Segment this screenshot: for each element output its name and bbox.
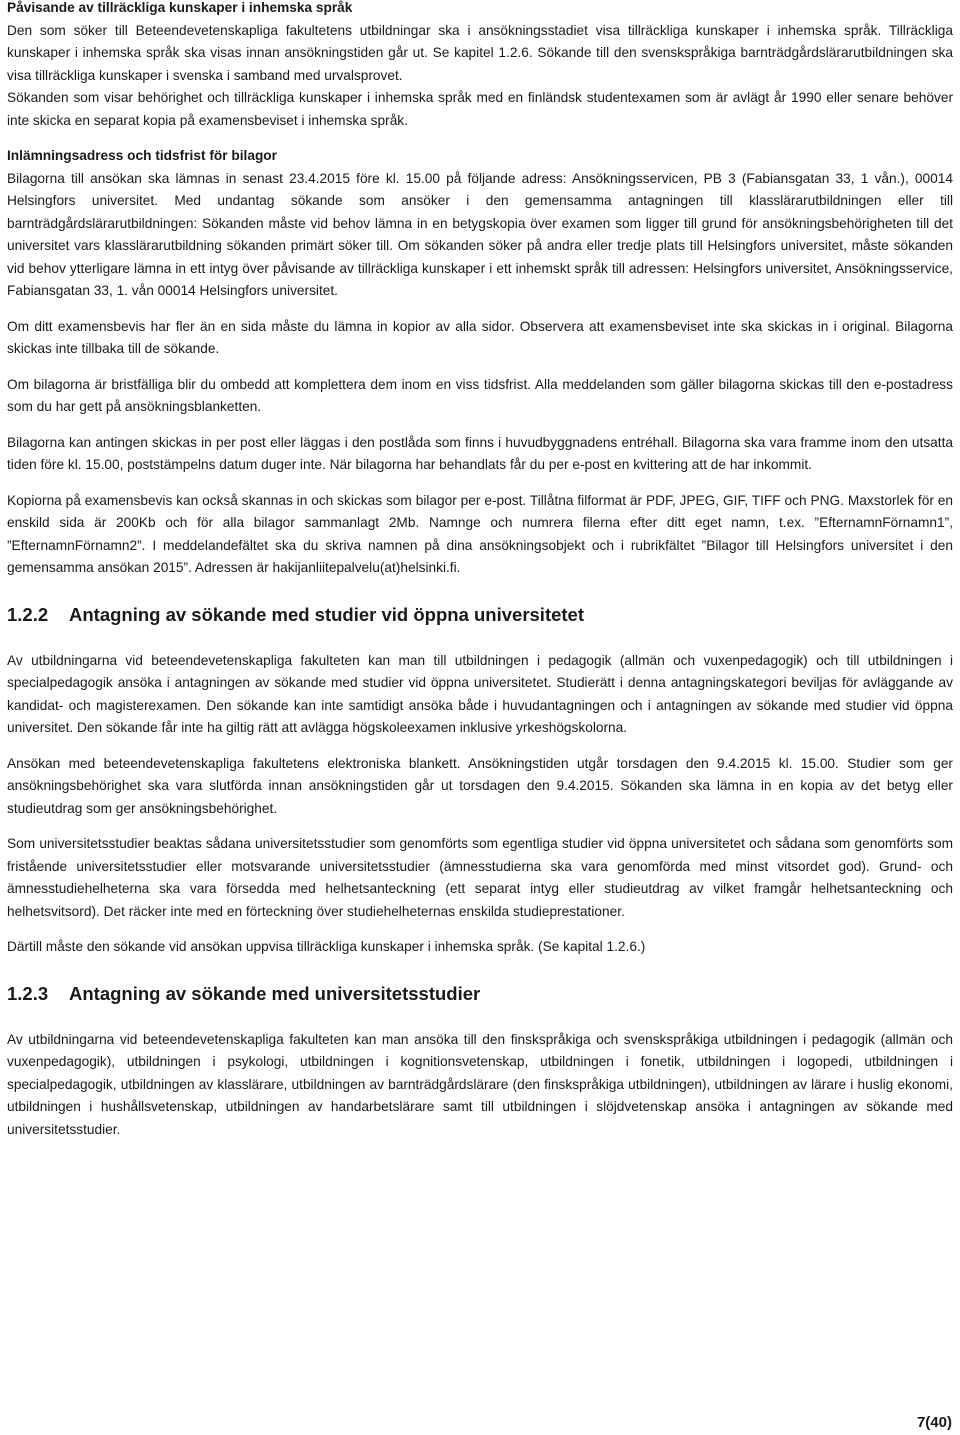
paragraph-open-university-4: Därtill måste den sökande vid ansökan uppvisa tillräckliga kunskaper i inhemska språk. (Se kapital 1.2.6.)	[7, 939, 646, 954]
paragraph-language-skills-1: Den som söker till Beteendevetenskapliga fakultetens utbildningar ska i ansökningsstadiet visa tillräckliga kunskaper i inhemska språk. Tillräckliga kunskaper i inhemska språk ska visas innan ansökningstiden går ut. Se kapitel 1.2.6. Sökande till den svenskspråkiga barnträdgårdslärarutbildningen ska visa tillräckliga kunskaper i svenska i samband med urvalsprovet.	[7, 22, 953, 83]
paragraph-submission-1: Bilagorna till ansökan ska lämnas in senast 23.4.2015 före kl. 15.00 på följande adress: Ansökningsservicen, PB 3 (Fabiansgatan 33, 1 vån.), 00014 Helsingfors universitet. Med undantag sökande som ansöker i den gemensamma antagningen till klasslärarutbildningen eller till barnträdgårdslärarutbildningen: Sökanden måste vid behov lämna in en betygskopia över examen som ligger till grund för ansökningsbehörigheten till det universitet vars klasslärarutbildning sökanden primärt söker till. Om sökanden söker på andra eller tredje plats till Helsingfors universitet, måste sökanden vid behov ytterligare lämna in ett intyg över påvisande av tillräckliga kunskaper i ett inhemskt språk till adressen: Helsingfors universitet, Ansökningsservice, Fabiansgatan 33, 1. vån 00014 Helsingfors universitet.	[7, 170, 953, 298]
page-number: 7(40)	[916, 1414, 952, 1431]
section-heading-1-2-2	[7, 602, 953, 628]
section-title: Antagning av sökande med studier vid öppna universitetet	[69, 603, 585, 625]
paragraph-submission-3: Om bilagorna är bristfälliga blir du ombedd att komplettera dem inom en viss tidsfrist. Alla meddelanden som gäller bilagorna skickas till den e-postadress som du har gett på ansökningsblanketten.	[7, 376, 953, 414]
section-title: Antagning av sökande med universitetsstudier	[69, 982, 481, 1004]
paragraph-open-university-2: Ansökan med beteendevetenskapliga fakultetens elektroniska blankett. Ansökningstiden utgår torsdagen den 9.4.2015 kl. 15.00. Studier som ger ansökningsbehörighet ska vara slutförda innan ansökningstiden går ut torsdagen den 9.4.2015. Sökanden ska lämna in en kopia av det betyg eller studieutdrag som ger ansökningsbehörighet.	[7, 755, 953, 816]
paragraph-open-university-3: Som universitetsstudier beaktas sådana universitetsstudier som genomförts som egentliga studier vid öppna universitetet och sådana som genomförts som fristående universitetsstudier eller motsvarande universitetsstudier (ämnesstudierna ska vara genomförda med minst vitsordet god). Grund- och ämnesstudiehelheterna ska vara försedda med helhetsanteckning (ett separat intyg eller studieutdrag av vilket framgår helhetsanteckning och helhetsvitsord). Det räcker inte med en förteckning över studiehelheternas enskilda studieprestationer.	[7, 836, 953, 919]
document-page	[7, 0, 953, 1141]
paragraph-open-university-1: Av utbildningarna vid beteendevetenskapliga fakulteten kan man till utbildningen i pedagogik (allmän och vuxenpedagogik) och till utbildningen i specialpedagogik ansöka i antagningen av sökande med studier vid öppna universitetet. Studierätt i denna antagningskategori beviljas för avläggande av kandidat- och magisterexamen. Den sökande kan inte samtidigt ansöka både i huvudantagningen och i antagningen av sökande med studier vid öppna universitet. Den sökande får inte ha giltig rätt att avlägga högskoleexamen inklusive yrkeshögskolorna.	[7, 652, 953, 735]
paragraph-submission-2: Om ditt examensbevis har fler än en sida måste du lämna in kopior av alla sidor. Observera att examensbeviset inte ska skickas in i original. Bilagorna skickas inte tillbaka till de sökande.	[7, 318, 953, 356]
paragraph-submission-4: Bilagorna kan antingen skickas in per post eller läggas i den postlåda som finns i huvudbyggnadens entréhall. Bilagorna ska vara framme inom den utsatta tiden före kl. 15.00, poststämpelns datum duger inte. När bilagorna har behandlats får du per e-post en kvittering att de har inkommit.	[7, 434, 953, 472]
paragraph-submission-5: Kopiorna på examensbevis kan också skannas in och skickas som bilagor per e-post. Tillåtna filformat är PDF, JPEG, GIF, TIFF och PNG. Maxstorlek för en enskild sida är 200Kb och för alla bilagor sammanlagt 2Mb. Namnge och numrera filerna efter ditt eget namn, t.ex. ”EfternamnFörnamn1”, ”EfternamnFörnamn2”. I meddelandefältet ska du skriva namnen på dina ansökningsobjekt och i rubrikfältet ”Bilagor till Helsingfors universitet i den gemensamma ansökan 2015”. Adressen är hakijanliitepalvelu(at)helsinki.fi.	[7, 492, 953, 575]
paragraph-language-skills-2: Sökanden som visar behörighet och tillräckliga kunskaper i inhemska språk med en finländsk studentexamen som är avlägt år 1990 eller senare behöver inte skicka en separat kopia på examensbeviset i inhemska språk.	[7, 90, 953, 128]
heading-language-skills: Påvisande av tillräckliga kunskaper i inhemska språk	[7, 0, 353, 15]
paragraph-university-studies-1: Av utbildningarna vid beteendevetenskapliga fakulteten kan man ansöka till den finskspråkiga och svenskspråkiga utbildningen i pedagogik (allmän och vuxenpedagogik), utbildningen i psykologi, utbildningen i kognitionsvetenskap, utbildningen i fonetik, utbildningen i logopedi, utbildningen i specialpedagogik, utbildningen av klasslärare, utbildningen av barnträdgårdslärare (den finskspråkiga utbildningen), utbildningen av lärare i huslig ekonomi, utbildningen i hushållsvetenskap, utbildningen av handarbetslärare samt till utbildningen i slöjdvetenskap ansöka i antagningen av sökande med universitetsstudier.	[7, 1031, 953, 1137]
section-number: 1.2.3	[7, 982, 49, 1004]
section-heading-1-2-3	[7, 981, 953, 1007]
section-number: 1.2.2	[7, 603, 49, 625]
heading-submission-address: Inlämningsadress och tidsfrist för bilagor	[7, 148, 277, 163]
